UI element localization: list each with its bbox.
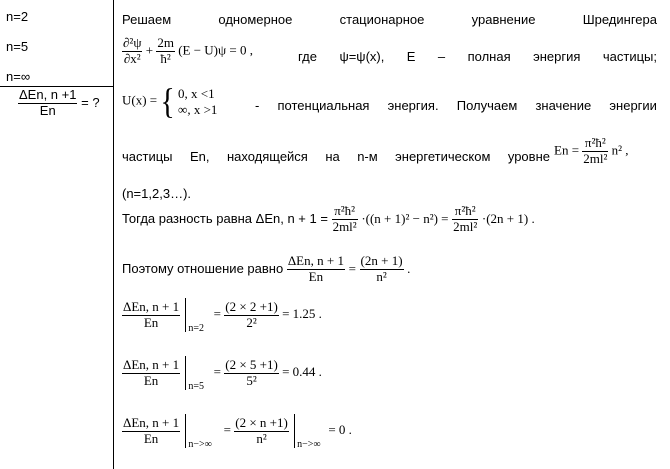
word: Получаем — [456, 98, 518, 113]
equals-sign: = — [213, 363, 221, 379]
ratio-equation — [122, 254, 410, 285]
line-4-words — [122, 150, 550, 163]
r2-denominator-2: 2² — [246, 314, 257, 330]
word: находящейся — [226, 149, 308, 164]
diff-mid: ·((n + 1)² − n²) = — [361, 210, 449, 226]
two-m: 2m — [157, 35, 174, 50]
energy-formula — [554, 136, 629, 167]
r2-value: = 1.25 . — [282, 305, 322, 321]
word: уравнение — [471, 12, 536, 27]
brace-icon: { — [160, 81, 175, 121]
word: полная — [467, 49, 511, 64]
diff-denominator: 2ml² — [332, 218, 357, 234]
line-1 — [122, 12, 657, 27]
difference-equation — [122, 204, 535, 235]
word: энергии — [609, 98, 657, 113]
find-numerator: ΔEn, n +1 — [19, 87, 77, 102]
n-values: (n=1,2,3…). — [122, 186, 192, 201]
word: стационарное — [339, 12, 425, 27]
eval-subscript: n=5 — [188, 381, 205, 392]
word: энергия — [533, 49, 581, 64]
word: - — [255, 98, 260, 113]
word: Шредингера — [582, 12, 657, 27]
given-n5: n=5 — [6, 39, 29, 54]
ratio-numerator-2: (2n + 1) — [360, 253, 403, 268]
eval-bar — [185, 414, 212, 450]
ratio-numerator: ΔEn, n + 1 — [287, 253, 344, 268]
equals-sign: = — [213, 305, 221, 321]
rinf-numerator-2: (2 × n +1) — [235, 414, 288, 430]
word: ψ=ψ(x), — [339, 49, 385, 64]
line-3-words — [255, 99, 657, 112]
ratio-denominator-2: n² — [376, 268, 387, 284]
line-2-words — [298, 50, 657, 63]
word: одномерное — [218, 12, 293, 27]
word: значение — [535, 98, 592, 113]
r5-value: = 0.44 . — [282, 363, 322, 379]
r2-numerator-2: (2 × 2 +1) — [225, 298, 278, 314]
word: энергия. — [387, 98, 439, 113]
r5-numerator: ΔEn, n + 1 — [123, 356, 180, 372]
ratio-lead: Поэтому отношение равно — [122, 260, 284, 276]
word: потенциальная — [277, 98, 370, 113]
d2psi: ∂²ψ — [123, 35, 142, 50]
eval-subscript: n=2 — [188, 323, 205, 334]
word: En, — [189, 149, 210, 164]
hbar-squared: ħ² — [160, 50, 171, 66]
eval-bar — [185, 298, 205, 334]
diff-denominator-2: 2ml² — [453, 218, 478, 234]
r2-numerator: ΔEn, n + 1 — [123, 298, 180, 314]
given-n2: n=2 — [6, 9, 29, 24]
n-squared: n² , — [611, 142, 629, 158]
rinf-value: = 0 . — [328, 421, 352, 437]
equals-sign: = — [348, 260, 356, 276]
difference-lead: Тогда разность равна ΔEn, n + 1 = — [122, 210, 328, 226]
equation-rest: (E − U)ψ = 0 , — [178, 42, 253, 58]
rinf-denominator-2: n² — [256, 430, 267, 446]
result-n2 — [122, 298, 322, 332]
en-equals: En = — [554, 142, 580, 158]
r5-denominator: En — [143, 372, 159, 388]
potential-definition — [122, 81, 218, 121]
diff-tail: ·(2n + 1) . — [481, 210, 535, 226]
ratio-denominator: En — [308, 268, 324, 284]
word: E — [406, 49, 416, 64]
schrodinger-equation: $\frac{\text{∂²ψ}}{\text{∂x²}}$ + $\frac{2m}{\text{ħ²}}$ (E − U)ψ = 0 , — [123, 35, 253, 66]
r5-denominator-2: 5² — [246, 372, 257, 388]
energy-numerator: π²ħ² — [582, 136, 608, 152]
r5-numerator-2: (2 × 5 +1) — [225, 356, 278, 372]
word: уровне — [507, 149, 550, 164]
given-ninf: n=∞ — [6, 69, 31, 84]
eval-subscript: n−>∞ — [188, 439, 212, 450]
word: n-м — [357, 149, 378, 164]
word: на — [325, 149, 340, 164]
find-ratio — [18, 88, 100, 119]
dx2: ∂x² — [123, 50, 141, 66]
word: частицы — [122, 149, 173, 164]
find-denominator: En — [39, 102, 56, 118]
r2-denominator: En — [143, 314, 159, 330]
case-inside: 0, x <1 — [178, 86, 215, 101]
equals-sign: = — [223, 421, 231, 437]
word: частицы; — [602, 49, 657, 64]
word: где — [298, 49, 317, 64]
eval-subscript: n−>∞ — [297, 439, 321, 450]
case-outside: ∞, x >1 — [178, 101, 218, 117]
result-ninf — [122, 414, 352, 448]
diff-numerator: π²ħ² — [332, 204, 358, 220]
eval-bar — [294, 414, 321, 450]
find-question: = ? — [81, 94, 100, 110]
rinf-denominator: En — [143, 430, 159, 446]
result-n5 — [122, 356, 322, 390]
word: энергетическом — [395, 149, 491, 164]
rinf-numerator: ΔEn, n + 1 — [123, 414, 180, 430]
word: Решаем — [122, 12, 172, 27]
u-of-x: U(x) = — [122, 92, 158, 108]
ratio-tail: . — [407, 260, 411, 276]
energy-denominator: 2ml² — [583, 150, 608, 166]
word: – — [437, 49, 446, 64]
eval-bar — [185, 356, 205, 392]
vertical-divider — [113, 0, 114, 469]
diff-numerator-2: π²ħ² — [452, 204, 478, 220]
